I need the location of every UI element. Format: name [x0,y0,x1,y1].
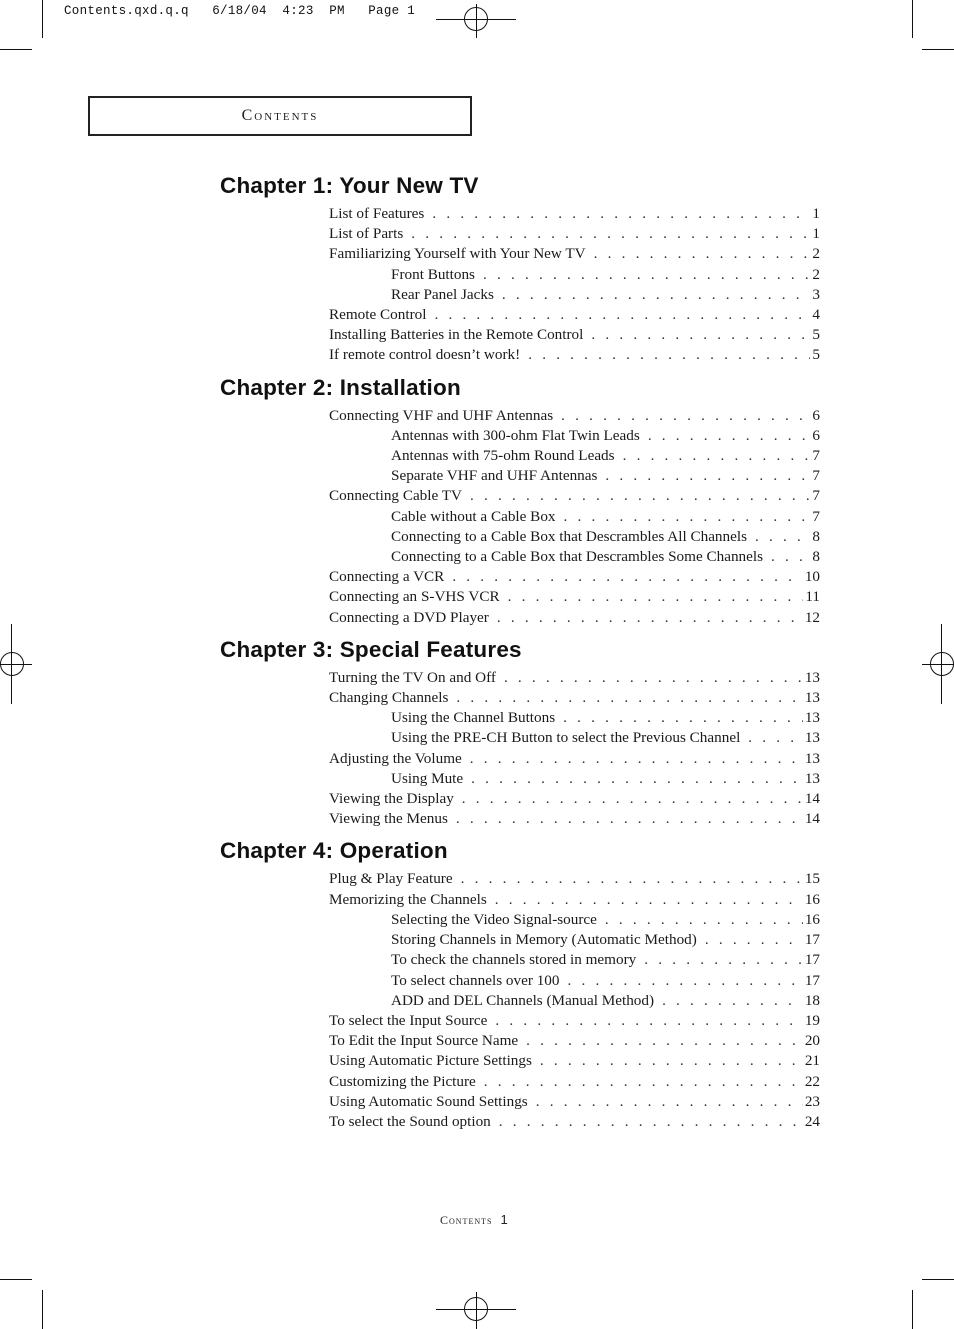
toc-entry[interactable] [329,890,820,910]
toc-entry-page: 17 [804,971,820,989]
toc-entry-label: Connecting to a Cable Box that Descrambles All Channels [391,527,747,545]
footer-page-number: 1 [500,1212,509,1227]
toc-entry-label: Customizing the Picture [329,1072,476,1090]
toc-entry[interactable] [329,587,820,607]
toc-entry[interactable] [329,869,820,889]
toc-entry-label: Viewing the Display [329,790,454,808]
toc-entry-label: Rear Panel Jacks [391,285,494,303]
toc-entry[interactable] [391,527,820,547]
toc-entry-label: List of Features [329,205,425,222]
toc-entry-label: Separate VHF and UHF Antennas [391,467,598,485]
toc-entry-label: Connecting a VCR [329,568,445,586]
toc-entry[interactable] [329,305,820,325]
toc-entry[interactable] [391,507,820,527]
toc-entry-label: Remote Control [329,306,427,324]
toc-entry[interactable] [391,446,820,466]
toc-entry[interactable] [329,608,820,628]
chapter-section [220,172,820,366]
toc-entry[interactable] [329,567,820,587]
toc-entry-page: 13 [804,749,820,767]
toc-entry[interactable] [329,1092,820,1112]
toc-entry[interactable] [329,325,820,345]
dot-leader [605,910,803,930]
dot-leader [462,789,803,809]
dot-leader [561,406,810,426]
dot-leader [499,1112,803,1132]
toc-entry[interactable] [329,406,820,426]
toc-entry-label: Using Automatic Sound Settings [329,1092,528,1110]
dot-leader [471,769,803,789]
toc-entry[interactable] [391,991,820,1011]
toc-entry-page: 14 [804,810,820,828]
toc-entry-page: 7 [812,487,820,505]
toc-entry[interactable] [329,244,820,264]
toc-entry-label: Connecting VHF and UHF Antennas [329,406,554,424]
toc-entry-page: 1 [812,205,820,222]
toc-entry-label: To check the channels stored in memory [391,951,637,969]
toc-entry[interactable] [391,950,820,970]
toc-entry[interactable] [391,769,820,789]
dot-leader [470,749,803,769]
toc-entry-page: 13 [804,769,820,787]
toc-entry-label: Selecting the Video Signal-source [391,910,597,928]
toc-entry-label: Memorizing the Channels [329,890,487,908]
toc-entry-label: Antennas with 75-ohm Round Leads [391,447,615,465]
toc-entry[interactable] [329,345,820,365]
toc-entry-page: 3 [812,285,820,303]
dot-leader [591,325,810,345]
dot-leader [755,527,810,547]
dot-leader [411,224,810,244]
toc-entry-page: 20 [804,1032,820,1050]
toc-entry[interactable] [329,789,820,809]
toc-entry-label: Using Mute [391,769,464,787]
toc-entry-label: Antennas with 300-ohm Flat Twin Leads [391,426,640,444]
toc-entry-page: 23 [804,1092,820,1110]
dot-leader [564,507,811,527]
dot-leader [662,991,803,1011]
dot-leader [536,1092,803,1112]
toc-entry-label: Connecting Cable TV [329,487,463,505]
chapter-title: Chapter 1: Your New TV [220,173,479,198]
toc-entry-page: 21 [804,1052,820,1070]
toc-entry-page: 22 [804,1072,820,1090]
toc-entry[interactable] [329,1072,820,1092]
dot-leader [432,204,810,224]
dot-leader [502,285,811,305]
toc-entry-label: If remote control doesn’t work! [329,346,521,364]
dot-leader [563,708,803,728]
dot-leader [495,890,803,910]
toc-entry-label: Using the Channel Buttons [391,709,556,727]
toc-entry-page: 8 [812,527,820,545]
dot-leader [504,668,803,688]
toc-entry[interactable] [391,426,820,446]
toc-entry-label: Familiarizing Yourself with Your New TV [329,245,586,263]
page-header [88,96,472,136]
toc-entry-page: 17 [804,951,820,969]
toc-entry-page: 19 [804,1011,820,1029]
toc-entry[interactable] [391,930,820,950]
dot-leader [470,486,810,506]
chapter-section [220,636,820,830]
chapter-title: Chapter 4: Operation [220,838,448,864]
toc-entry[interactable] [329,486,820,506]
toc-entry-page: 2 [812,265,820,283]
toc-entry-page: 2 [812,245,820,263]
toc-entry-label: Cable without a Cable Box [391,507,556,525]
dot-leader [456,809,803,829]
dot-leader [452,567,803,587]
toc-entry-label: Changing Channels [329,689,449,707]
toc-entry-page: 7 [812,467,820,485]
toc-entry-page: 6 [812,426,820,444]
dot-leader [540,1051,803,1071]
dot-leader [567,971,802,991]
footer-label: Contents [440,1213,493,1227]
toc-entry-label: Connecting a DVD Player [329,608,489,626]
toc-entry-page: 13 [804,668,820,686]
toc-entry-label: Storing Channels in Memory (Automatic Method) [391,931,697,949]
toc-entry[interactable] [329,204,820,224]
toc-entry-page: 7 [812,507,820,525]
toc-entry-label: Front Buttons [391,265,475,283]
toc-entry-page: 7 [812,447,820,465]
toc-entry-label: Viewing the Menus [329,810,448,828]
toc-entry[interactable] [329,1051,820,1071]
toc-entry-page: 13 [804,689,820,707]
toc-entry[interactable] [329,1011,820,1031]
chapter-section [220,837,820,1132]
toc-entry[interactable] [391,547,820,567]
dot-leader [605,466,810,486]
toc-entry-label: Using the PRE-CH Button to select the Previous Channel [391,729,741,747]
toc-entry-page: 17 [804,931,820,949]
toc-entry-page: 11 [805,588,820,606]
toc-entry-label: To Edit the Input Source Name [329,1032,519,1050]
dot-leader [483,265,810,285]
toc-entry-page: 10 [804,568,820,586]
toc-entry-page: 24 [804,1112,820,1130]
table-of-contents [220,172,820,1140]
toc-entry-page: 13 [804,729,820,747]
dot-leader [461,869,803,889]
dot-leader [456,688,802,708]
dot-leader [771,547,810,567]
toc-entry-label: List of Parts [329,225,404,243]
toc-entry[interactable] [329,224,820,244]
toc-entry-label: Turning the TV On and Off [329,668,496,686]
toc-entry-page: 12 [804,608,820,626]
dot-leader [648,426,811,446]
dot-leader [748,728,803,748]
dot-leader [484,1072,803,1092]
toc-entry-label: To select channels over 100 [391,971,560,989]
toc-entry[interactable] [329,749,820,769]
header-label: Contents [241,107,319,124]
toc-entry[interactable] [329,668,820,688]
toc-entry-label: Connecting an S-VHS VCR [329,588,500,606]
toc-entry-label: Adjusting the Volume [329,749,462,767]
chapter-title: Chapter 3: Special Features [220,636,522,662]
toc-entry-label: To select the Sound option [329,1112,491,1130]
toc-entry-page: 18 [804,991,820,1009]
toc-entry[interactable] [391,265,820,285]
print-slug: Contents.qxd.q.q 6/18/04 4:23 PM Page 1 [64,4,416,18]
chapter-title: Chapter 2: Installation [220,374,461,400]
toc-entry-page: 6 [812,406,820,424]
toc-entry-label: ADD and DEL Channels (Manual Method) [391,991,655,1009]
toc-entry-page: 13 [804,709,820,727]
toc-entry[interactable] [391,708,820,728]
toc-entry[interactable] [391,466,820,486]
toc-entry[interactable] [329,1031,820,1051]
toc-entry-label: Plug & Play Feature [329,870,453,888]
toc-entry-label: Connecting to a Cable Box that Descrambles Some Channels [391,548,764,566]
dot-leader [528,345,810,365]
toc-entry[interactable] [329,688,820,708]
toc-entry-page: 1 [812,225,820,243]
toc-entry-page: 5 [812,346,820,364]
dot-leader [526,1031,803,1051]
toc-entry-page: 5 [812,326,820,344]
toc-entry-page: 16 [804,890,820,908]
toc-entry[interactable] [391,971,820,991]
toc-entry-label: Using Automatic Picture Settings [329,1052,532,1070]
toc-entry-page: 8 [812,548,820,566]
toc-entry[interactable] [329,1112,820,1132]
dot-leader [508,587,804,607]
toc-entry[interactable] [391,285,820,305]
dot-leader [705,930,803,950]
dot-leader [497,608,803,628]
page-footer [440,1212,509,1228]
toc-entry[interactable] [391,728,820,748]
toc-entry-page: 4 [812,306,820,324]
toc-entry[interactable] [391,910,820,930]
toc-entry-page: 15 [804,870,820,888]
dot-leader [623,446,811,466]
toc-entry-label: To select the Input Source [329,1011,488,1029]
toc-entry[interactable] [329,809,820,829]
chapter-section [220,374,820,628]
dot-leader [495,1011,802,1031]
toc-entry-label: Installing Batteries in the Remote Control [329,326,584,344]
dot-leader [434,305,810,325]
dot-leader [644,950,803,970]
toc-entry-page: 16 [804,910,820,928]
toc-entry-page: 14 [804,790,820,808]
dot-leader [594,244,811,264]
